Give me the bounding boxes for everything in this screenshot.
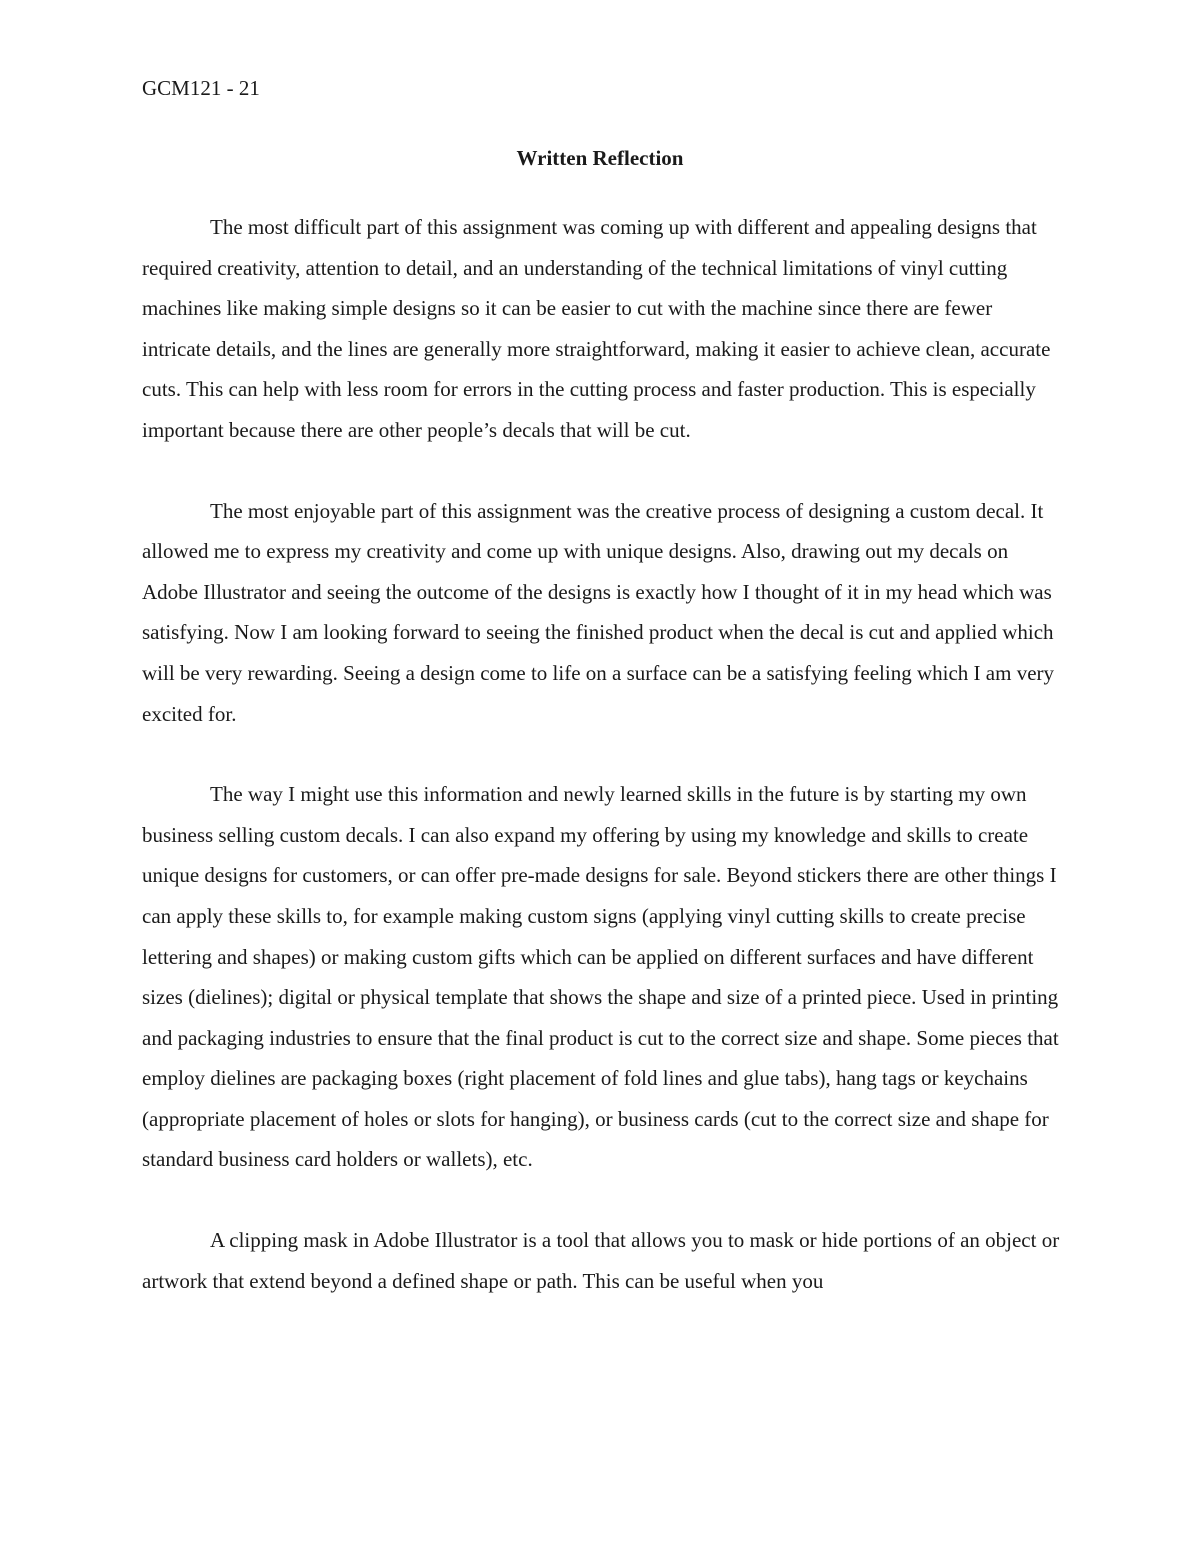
paragraph-difficult-part: The most difficult part of this assignment was coming up with different and appealing designs that required creativity, attention to detail, and an understanding of the technical limitations of vinyl cutting machines like making simple designs so it can be easier to cut with the machine since there are fewer intricate details, and the lines are generally more straightforward, making it easier to achieve clean, accurate cuts. This can help with less room for errors in the cutting process and faster production. This is especially important because there are other people’s decals that will be cut.: [142, 215, 1051, 442]
document-body: [142, 207, 1063, 1341]
paragraph-enjoyable-part: The most enjoyable part of this assignment was the creative process of designing a custom decal. It allowed me to express my creativity and come up with unique designs. Also, drawing out my decals on Adobe Illustrator and seeing the outcome of the designs is exactly how I thought of it in my head which was satisfying. Now I am looking forward to seeing the finished product when the decal is cut and applied which will be very rewarding. Seeing a design come to life on a surface can be a satisfying feeling which I am very excited for.: [142, 498, 1055, 726]
paragraph-future-use: The way I might use this information and newly learned skills in the future is by starting my own business selling custom decals. I can also expand my offering by using my knowledge and skills to create unique designs for customers, or can offer pre-made designs for sale. Beyond stickers there are other things I can apply these skills to, for example making custom signs (applying vinyl cutting skills to create precise lettering and shapes) or making custom gifts which can be applied on different surfaces and have different sizes (dielines); digital or physical template that shows the shape and size of a printed piece. Used in printing and packaging industries to ensure that the final product is cut to the correct size and shape. Some pieces that employ dielines are packaging boxes (right placement of fold lines and glue tabs), hang tags or keychains (appropriate placement of holes or slots for hanging), or business cards (cut to the correct size and shape for standard business card holders or wallets), etc.: [142, 782, 1059, 1172]
document-title: Written Reflection: [516, 146, 684, 170]
paragraph-clipping-mask: A clipping mask in Adobe Illustrator is a tool that allows you to mask or hide portions of an object or artwork that extend beyond a defined shape or path. This can be useful when you: [142, 1228, 1060, 1293]
course-code-header: GCM121 - 21: [142, 76, 260, 100]
